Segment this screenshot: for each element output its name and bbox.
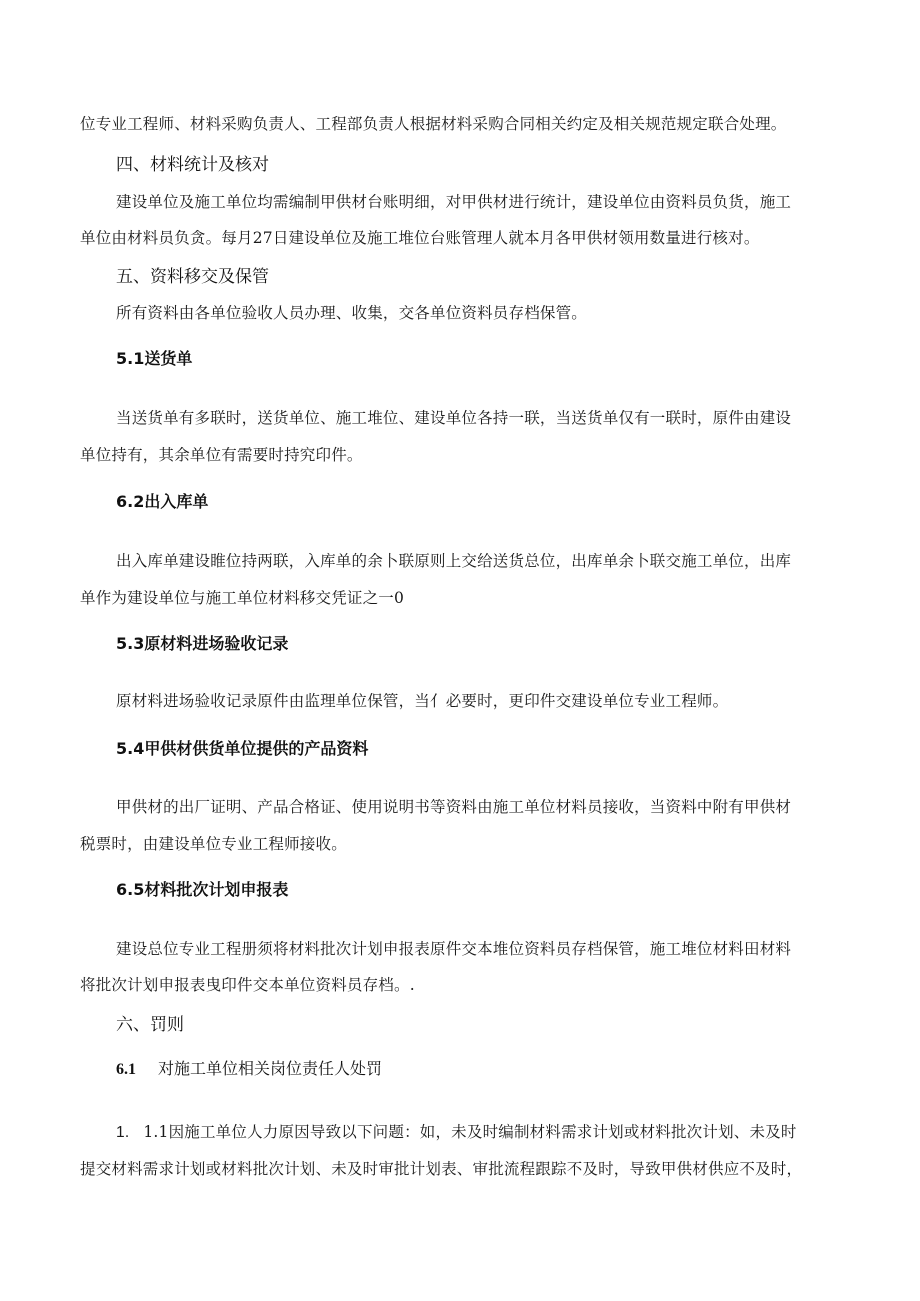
paragraph-line: 税票时，由建设单位专业工程师接收。 xyxy=(80,835,347,853)
paragraph-line: 单位由材料员负贪。每月27日建设单位及施工堆位台账管理人就本月各甲供材领用数量进行核对。 xyxy=(80,229,760,247)
subheading-delivery-note: 5.1送货单 xyxy=(116,349,193,368)
subheading-acceptance-record: 5.3原材料进场验收记录 xyxy=(116,634,289,653)
paragraph-line: 单作为建设单位与施工单位材料移交凭证之一0 xyxy=(80,589,405,607)
paragraph-line: 甲供材的出厂证明、产品合格证、使用说明书等资料由施工单位材料员接收，当资料中附有甲供材 xyxy=(116,798,792,816)
paragraph-line: 提交材料需求计划或材料批次计划、未及时审批计划表、审批流程跟踪不及时，导致甲供材供应不及时， xyxy=(80,1160,803,1178)
paragraph-line: 所有资料由各单位验收人员办理、收集，交各单位资料员存档保管。 xyxy=(116,304,588,322)
section-heading-penalties: 六、罚则 xyxy=(116,1015,184,1035)
subheading-warehouse-slip: 6.2出入库单 xyxy=(116,492,209,511)
list-item-text: 1.1因施工单位人力原因导致以下问题：如，未及时编制材料需求计划或材料批次计划、未及时 xyxy=(143,1123,797,1141)
subheading-product-documents: 5.4甲供材供货单位提供的产品资料 xyxy=(116,739,369,758)
paragraph-line: 单位持有，其余单位有需要时持究印件。 xyxy=(80,446,363,464)
paragraph-line: 位专业工程师、材料采购负责人、工程部负责人根据材料采购合同相关约定及相关规范规定联合处理。 xyxy=(80,115,787,133)
list-item xyxy=(116,1120,846,1145)
paragraph-line: 建设总位专业工程册须将材料批次计划申报表原件交本堆位资料员存档保管，施工堆位材料田材料 xyxy=(116,940,792,958)
subheading-contractor-penalty xyxy=(116,1057,382,1082)
paragraph-line: 当送货单有多联时，送货单位、施工堆位、建设单位各持一联，当送货单仅有一联时，原件由建设 xyxy=(116,409,792,427)
paragraph-line: 建设单位及施工单位均需编制甲供材台账明细，对甲供材进行统计，建设单位由资料员负货，施工 xyxy=(116,193,792,211)
section-heading-statistics: 四、材料统计及核对 xyxy=(116,155,269,175)
subheading-batch-plan: 6.5材料批次计划申报表 xyxy=(116,880,289,899)
subheading-number: 6.1 xyxy=(116,1061,136,1078)
list-item-number: 1. xyxy=(116,1124,130,1141)
subheading-text: 对施工单位相关岗位责任人处罚 xyxy=(158,1059,383,1078)
section-heading-archiving: 五、资料移交及保管 xyxy=(116,267,269,287)
paragraph-line: 出入库单建设睢位持两联，入库单的余卜联原则上交给送货总位，出库单余卜联交施工单位，出库 xyxy=(116,552,792,570)
paragraph-line: 原材料进场验收记录原件由监理单位保管，当亻必要时，更印件交建设单位专业工程师。 xyxy=(116,692,729,710)
paragraph-line: 将批次计划申报表曳印件交本单位资料员存档。. xyxy=(80,976,415,994)
